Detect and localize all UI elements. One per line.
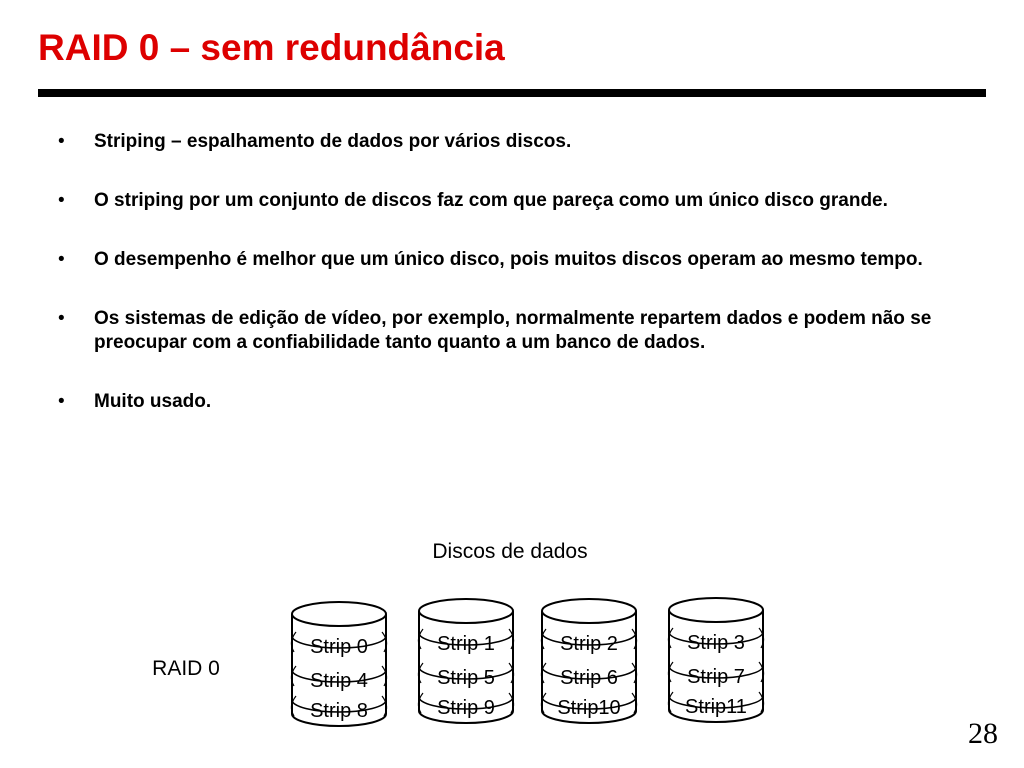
bullet-marker: •	[58, 391, 65, 412]
disk-top	[542, 599, 636, 623]
bullet-text: O desempenho é melhor que um único disco, pois muitos discos operam ao mesmo tempo.	[94, 249, 923, 270]
bullet-text: Striping – espalhamento de dados por vários discos.	[94, 131, 572, 152]
disk-group	[291, 598, 763, 726]
strip-label: Strip 7	[687, 666, 745, 688]
bullet-text: O striping por um conjunto de discos faz com que pareça como um único disco grande.	[94, 190, 888, 211]
strip-label: Strip 5	[437, 667, 495, 689]
bullet-marker: •	[58, 131, 65, 152]
disk-top	[419, 599, 513, 623]
slide-title: RAID 0 – sem redundância	[38, 27, 505, 68]
strip-label: Strip 1	[437, 633, 495, 655]
strip-label: Strip 3	[687, 632, 745, 654]
strip-label: Strip 4	[310, 670, 368, 692]
data-disk	[541, 599, 636, 723]
page-number: 28	[968, 717, 998, 750]
bullet-marker: •	[58, 308, 65, 329]
strip-label: Strip11	[685, 696, 747, 718]
bullet-marker: •	[58, 190, 65, 211]
strip-label: Strip 9	[437, 697, 495, 719]
strip-label: Strip 2	[560, 633, 618, 655]
data-disk	[418, 599, 513, 723]
diagram-caption: Discos de dados	[432, 540, 588, 563]
data-disk	[668, 598, 763, 722]
bullet-text: Muito usado.	[94, 391, 212, 412]
strip-label: Strip 6	[560, 667, 618, 689]
bullet-marker: •	[58, 249, 65, 270]
bullet-text: Os sistemas de edição de vídeo, por exemplo, normalmente repartem dados e podem não se preocupar com a confiabilidade tanto quanto a um banco de dados.	[94, 308, 932, 353]
strip-label: Strip 8	[310, 700, 368, 722]
raid-level-label: RAID 0	[152, 657, 220, 680]
data-disk	[291, 602, 386, 726]
disk-top	[669, 598, 763, 622]
strip-label: Strip 0	[310, 636, 368, 658]
disk-top	[292, 602, 386, 626]
strip-label: Strip10	[557, 697, 621, 719]
